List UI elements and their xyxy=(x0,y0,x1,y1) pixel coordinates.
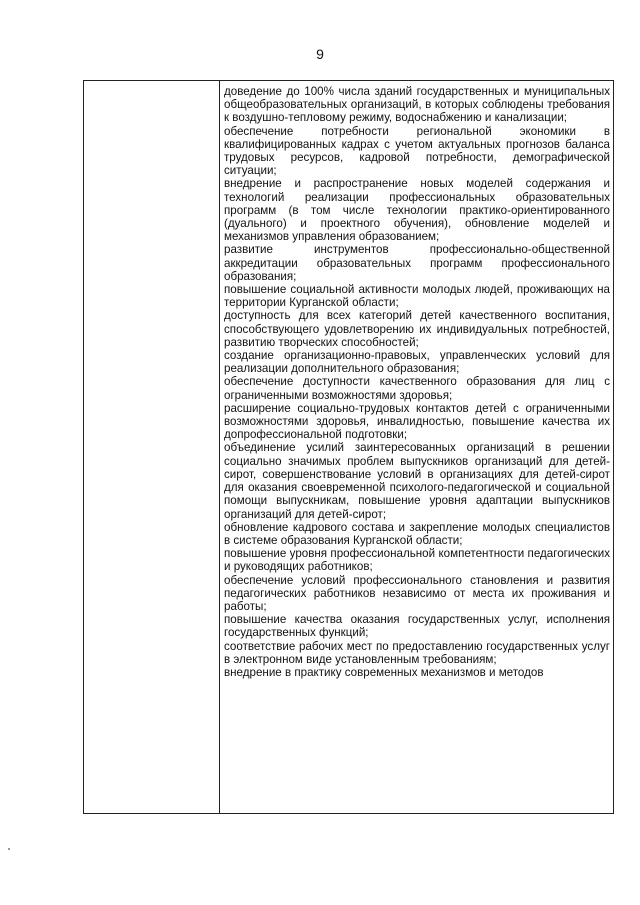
list-item: обеспечение потребности региональной экономики в квалифицированных кадрах с учетом актуальных прогнозов баланса трудовых ресурсов, кадровой потребности, демографической ситуации; xyxy=(224,124,610,178)
list-item: создание организационно-правовых, управленческих условий для реализации дополнительного образования; xyxy=(224,349,610,376)
list-item: повышение уровня профессиональной компетентности педагогических и руководящих работников; xyxy=(224,547,610,574)
list-item: развитие инструментов профессионально-общественной аккредитации образовательных программ профессионального образования; xyxy=(224,243,610,283)
list-item: обеспечение доступности качественного образования для лиц с ограниченными возможностями здоровья; xyxy=(224,375,610,402)
page-number: 9 xyxy=(316,46,324,62)
list-item: внедрение и распространение новых моделей содержания и технологий реализации профессиональных образовательных программ (в том числе технологии практико-ориентированного (дуального) и проектного обучения), обновление моделей и механизмов управления образованием; xyxy=(224,177,610,244)
scan-speck xyxy=(8,848,10,850)
list-item: доведение до 100% числа зданий государственных и муниципальных общеобразовательных организаций, в которых соблюдены требования к воздушно-тепловому режиму, водоснабжению и канализации; xyxy=(224,85,610,125)
list-item: расширение социально-трудовых контактов детей с ограниченными возможностями здоровья, инвалидностью, повышение качества их допрофессиональной подготовки; xyxy=(224,401,610,442)
document-table xyxy=(83,80,614,814)
list-item: соответствие рабочих мест по предоставлению государственных услуг в электронном виде установленным требованиям; xyxy=(224,639,610,666)
list-item: внедрение в практику современных механизмов и методов xyxy=(224,665,544,679)
table-right-cell xyxy=(220,81,613,813)
list-item: объединение усилий заинтересованных организаций в решении социально значимых проблем выпускников организаций для детей-сирот, совершенствование условий в организациях для детей-сирот для оказания своевременной психолого-педагогической и социальной помощи выпускникам, повышение уровня адаптации выпускников организаций для детей-сирот; xyxy=(224,441,610,521)
list-item: обновление кадрового состава и закрепление молодых специалистов в системе образования Курганской области; xyxy=(224,520,610,547)
list-item: повышение качества оказания государственных услуг, исполнения государственных функций; xyxy=(224,613,610,640)
table-left-cell xyxy=(84,81,220,813)
list-item: доступность для всех категорий детей качественного воспитания, способствующего удовлетворению их индивидуальных потребностей, развитию творческих способностей; xyxy=(224,309,610,349)
list-item: повышение социальной активности молодых людей, проживающих на территории Курганской области; xyxy=(224,283,610,310)
list-item: обеспечение условий профессионального становления и развития педагогических работников независимо от места их проживания и работы; xyxy=(224,573,610,613)
